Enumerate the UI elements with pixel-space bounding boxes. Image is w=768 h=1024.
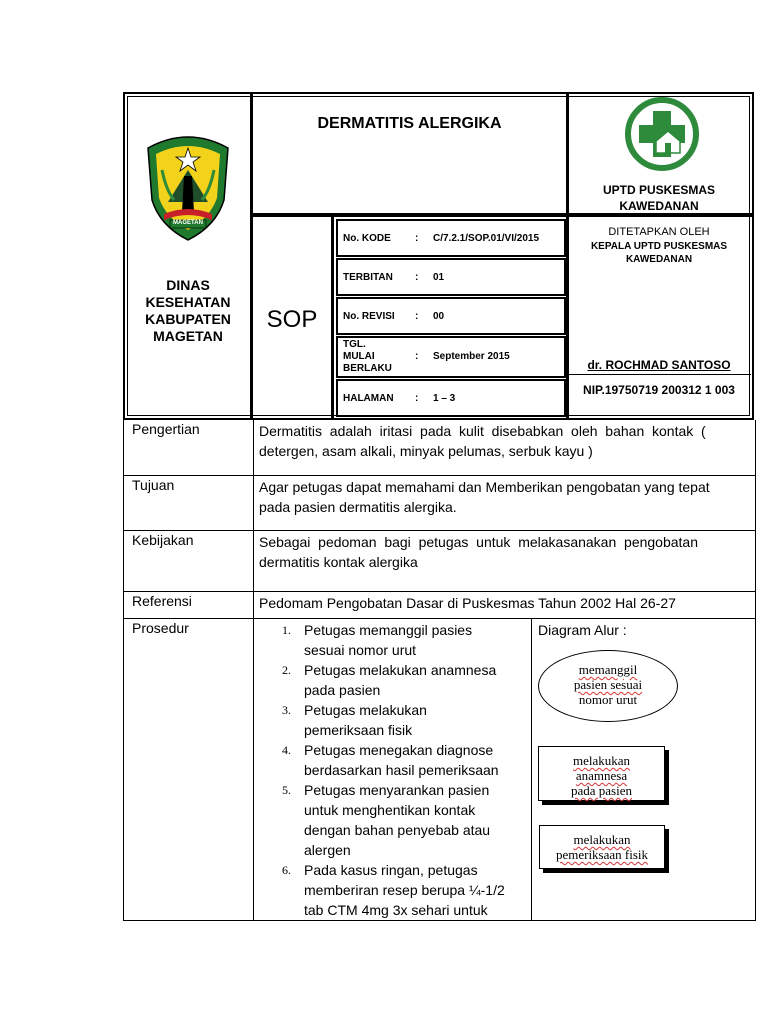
flow-node-3-line1: melakukan [573, 832, 631, 847]
info-halaman-label: HALAMAN [343, 393, 394, 404]
info-halaman-sep: : [415, 393, 419, 404]
step-4-line1: Petugas menegakan diagnose [304, 742, 494, 758]
step-6-line2: memberiran resep berupa ¼-1/2 [304, 882, 505, 898]
flow-node-2-line1: melakukan [572, 753, 631, 768]
org-right-line1: UPTD PUSKESMAS [602, 183, 715, 197]
info-tgl-label-2: MULAI [343, 351, 375, 362]
prosedur-label: Prosedur [132, 620, 189, 636]
step-3-line2: pemeriksaan fisik [304, 722, 413, 738]
kebijakan-line2: dermatitis kontak alergika [259, 554, 418, 570]
step-4-line2: berdasarkan hasil pemeriksaan [304, 762, 499, 778]
info-tgl-label-1: TGL. [343, 339, 366, 350]
step-2 [282, 660, 529, 700]
info-terbitan-label: TERBITAN [343, 272, 393, 283]
info-kode [336, 219, 566, 257]
info-kode-label: No. KODE [343, 233, 391, 244]
org-left-line4: MAGETAN [153, 328, 223, 344]
step-1-line1: Petugas memanggil pasies [304, 622, 473, 638]
flow-node-1 [538, 650, 678, 722]
step-4-number: 4. [282, 743, 291, 757]
info-kode-sep: : [415, 233, 419, 244]
info-revisi-sep: : [415, 311, 419, 322]
org-right-line2: KAWEDANAN [619, 199, 699, 213]
step-4 [282, 740, 529, 780]
approval-set-by: DITETAPKAN OLEH [608, 226, 710, 238]
step-5-line3: dengan bahan penyebab atau [304, 822, 491, 838]
flow-node-3-line2: pemeriksaan fisik [555, 847, 649, 862]
step-6-number: 6. [282, 863, 291, 877]
sop-label: SOP [266, 306, 318, 333]
step-1-line2: sesuai nomor urut [304, 642, 417, 658]
info-revisi-value: 00 [433, 311, 445, 322]
puskesmas-logo [623, 95, 701, 173]
org-left-line3: KABUPATEN [145, 311, 231, 327]
step-3 [282, 700, 529, 740]
step-2-number: 2. [282, 663, 291, 677]
approval-name: dr. ROCHMAD SANTOSO [587, 358, 731, 372]
info-revisi [336, 297, 566, 335]
flow-node-1-line1: memanggil [578, 662, 638, 677]
info-halaman-value: 1 – 3 [433, 393, 456, 404]
prosedur-column-divider [531, 618, 532, 920]
step-3-number: 3. [282, 703, 291, 717]
flow-node-2 [538, 746, 665, 801]
info-halaman [336, 379, 566, 417]
info-terbitan [336, 258, 566, 296]
info-terbitan-sep: : [415, 272, 419, 283]
org-left [128, 277, 248, 345]
info-tgl-sep: : [415, 351, 419, 362]
document-title: DERMATITIS ALERGIKA [317, 115, 502, 132]
info-kode-value: C/7.2.1/SOP.01/VI/2015 [433, 233, 540, 244]
referensi-label: Referensi [132, 593, 192, 609]
flow-node-2-line2: anamnesa [575, 768, 628, 783]
referensi-text: Pedomam Pengobatan Dasar di Puskesmas Tahun 2002 Hal 26-27 [259, 595, 676, 611]
approval-head-2: KAWEDANAN [625, 254, 693, 265]
tujuan-text [259, 477, 749, 517]
pengertian-line1: Dermatitis adalah iritasi pada kulit disebabkan oleh bahan kontak ( [259, 423, 706, 439]
info-terbitan-value: 01 [433, 272, 445, 283]
org-right [569, 182, 749, 214]
tujuan-line2: pada pasien dermatitis alergika. [259, 499, 457, 515]
step-1-number: 1. [282, 623, 291, 637]
info-tgl-value: September 2015 [433, 351, 510, 362]
info-tgl-label-3: BERLAKU [343, 363, 392, 374]
step-6-line1: Pada kasus ringan, petugas [304, 862, 478, 878]
step-2-line1: Petugas melakukan anamnesa [304, 662, 497, 678]
kebijakan-line1: Sebagai pedoman bagi petugas untuk melakasanakan pengobatan [259, 534, 698, 550]
step-2-line2: pada pasien [304, 682, 381, 698]
org-left-line1: DINAS [166, 277, 210, 293]
step-5 [282, 780, 529, 860]
pengertian-text [259, 421, 747, 461]
flow-node-1-line2: pasien sesuai [573, 677, 643, 692]
step-3-line1: Petugas melakukan [304, 702, 427, 718]
step-1 [282, 620, 529, 660]
step-5-number: 5. [282, 783, 291, 797]
tujuan-line1: Agar petugas dapat memahami dan Memberikan pengobatan yang tepat [259, 479, 710, 495]
flow-node-3 [539, 825, 665, 869]
step-6-line3: tab CTM 4mg 3x sehari untuk [304, 902, 488, 918]
pengertian-label: Pengertian [132, 421, 200, 437]
emblem-banner-text: MAGETAN [173, 220, 203, 226]
diagram-title: Diagram Alur : [538, 622, 627, 638]
info-tgl-berlaku [336, 336, 566, 378]
kebijakan-text [259, 532, 749, 572]
prosedur-steps [282, 620, 529, 920]
step-6 [282, 860, 529, 920]
pengertian-line2: detergen, asam alkali, minyak pelumas, serbuk kayu ) [259, 443, 593, 459]
section-column-divider [253, 420, 254, 920]
flow-node-1-line3: nomor urut [578, 692, 638, 707]
kebijakan-label: Kebijakan [132, 532, 194, 548]
org-left-line2: KESEHATAN [145, 294, 231, 310]
approval-head-1: KEPALA UPTD PUSKESMAS [590, 241, 728, 252]
flow-node-2-line3: pada pasien [570, 783, 632, 798]
info-revisi-label: No. REVISI [343, 311, 395, 322]
step-5-line1: Petugas menyarankan pasien [304, 782, 490, 798]
step-5-line2: untuk menghentikan kontak [304, 802, 476, 818]
divider-sop [331, 213, 334, 420]
approval-divider [569, 374, 751, 375]
tujuan-label: Tujuan [132, 477, 175, 493]
divider-left [250, 92, 253, 420]
kabupaten-emblem [140, 130, 236, 242]
approval-nip: NIP.19750719 200312 1 003 [583, 383, 735, 397]
step-5-line4: alergen [304, 842, 351, 858]
